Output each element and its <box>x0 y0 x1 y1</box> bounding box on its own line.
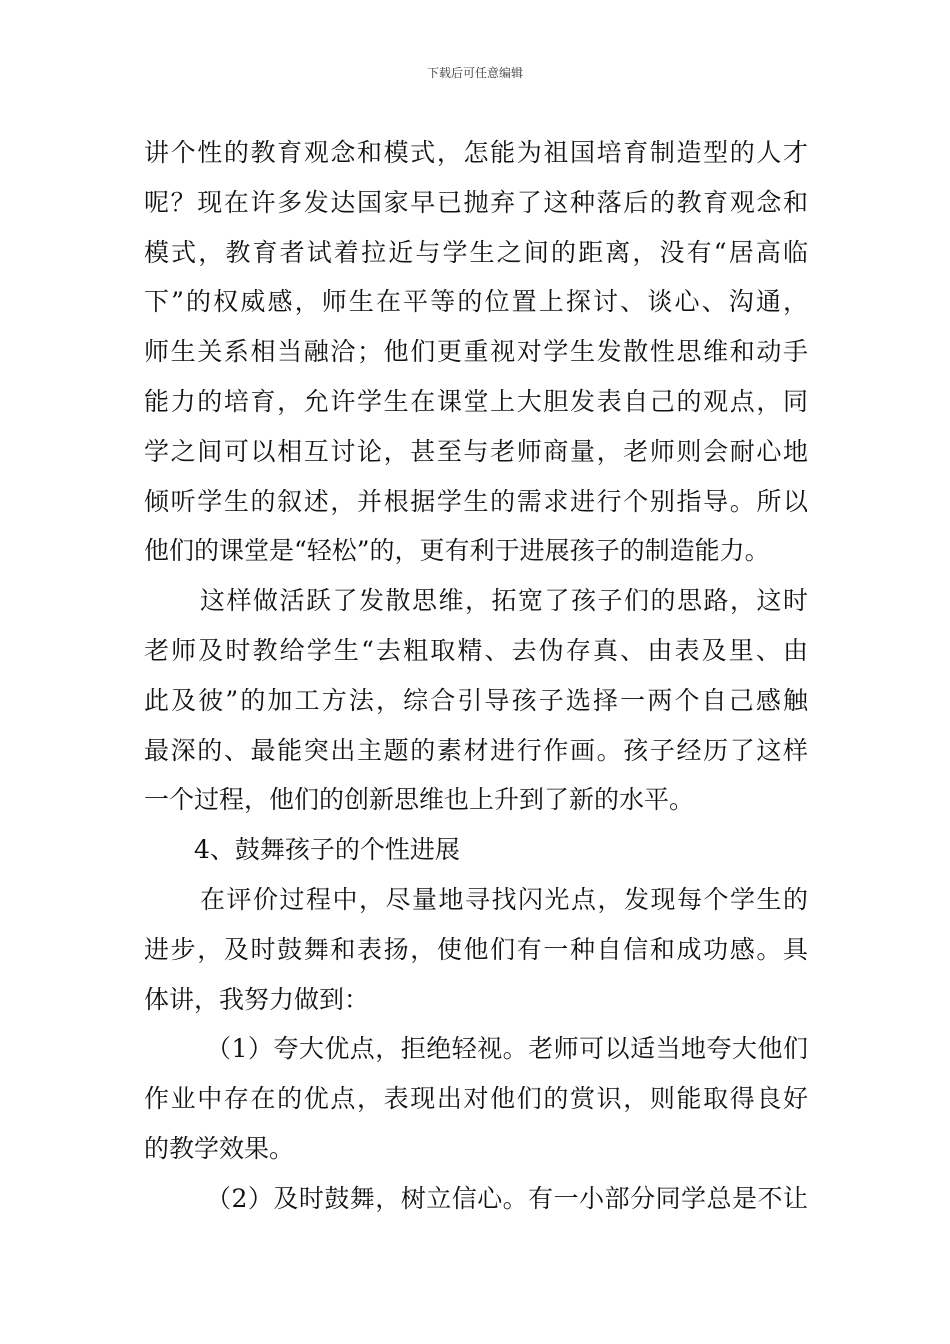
text-line: 学之间可以相互讨论，甚至与老师商量，老师则会耐心地 <box>144 436 808 466</box>
text-line: 老师及时教给学生“去粗取精、去伪存真、由表及里、由 <box>144 635 808 665</box>
paragraph-start-line: 在评价过程中，尽量地寻找闪光点，发现每个学生的 <box>200 884 808 914</box>
list-item-line: （1）夸大优点，拒绝轻视。老师可以适当地夸大他们 <box>206 1034 808 1064</box>
text-line: 能力的培育，允许学生在课堂上大胆发表自己的观点，同 <box>144 386 808 416</box>
document-body <box>144 128 808 1224</box>
text-line: 体讲，我努力做到： <box>144 984 370 1014</box>
text-line: 下”的权威感，师生在平等的位置上探讨、谈心、沟通， <box>144 287 808 317</box>
text-line: 呢？现在许多发达国家早已抛弃了这种落后的教育观念和 <box>144 187 808 217</box>
text-line: 师生关系相当融洽；他们更重视对学生发散性思维和动手 <box>144 337 808 367</box>
text-line: 作业中存在的优点，表现出对他们的赏识，则能取得良好 <box>144 1084 808 1114</box>
page-header: 下载后可任意编辑 <box>426 66 523 80</box>
text-line: 一个过程，他们的创新思维也上升到了新的水平。 <box>144 785 695 815</box>
text-line: 的教学效果。 <box>144 1133 295 1163</box>
text-line: 倾听学生的叙述，并根据学生的需求进行个别指导。所以 <box>144 486 808 516</box>
text-line: 进步，及时鼓舞和表扬，使他们有一种自信和成功感。具 <box>144 934 808 964</box>
text-line: 讲个性的教育观念和模式，怎能为祖国培育制造型的人才 <box>144 138 808 167</box>
text-line: 此及彼”的加工方法，综合引导孩子选择一两个自己感触 <box>144 685 808 715</box>
text-line: 他们的课堂是“轻松”的，更有利于进展孩子的制造能力。 <box>144 536 770 566</box>
list-item-line: （2）及时鼓舞，树立信心。有一小部分同学总是不让 <box>206 1183 808 1213</box>
section-heading: 4、鼓舞孩子的个性进展 <box>194 835 460 865</box>
paragraph-start-line: 这样做活跃了发散思维，拓宽了孩子们的思路，这时 <box>200 586 808 616</box>
text-line: 最深的、最能突出主题的素材进行作画。孩子经历了这样 <box>144 735 808 765</box>
text-line: 模式，教育者试着拉近与学生之间的距离，没有“居高临 <box>144 237 808 267</box>
